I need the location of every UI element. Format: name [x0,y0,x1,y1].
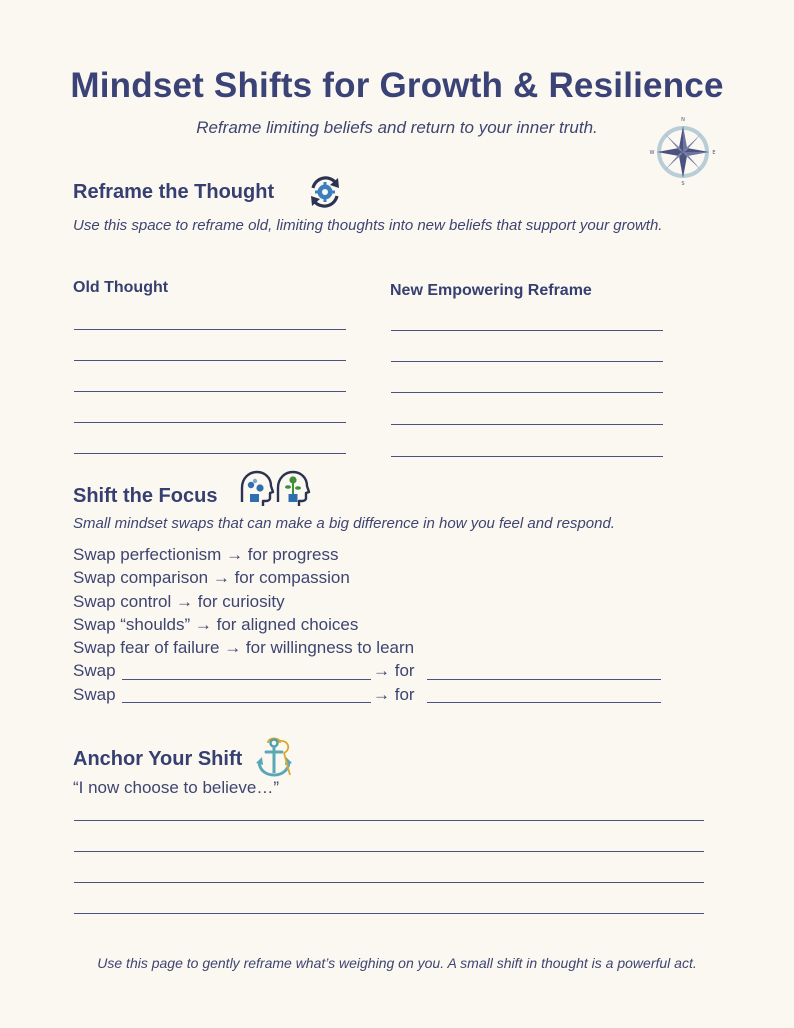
blank-swap-word-1: Swap [73,661,116,680]
swap-item-2: Swap comparison → for compassion [73,568,350,587]
swap-item-3: Swap control → for curiosity [73,592,285,611]
focus-heading: Shift the Focus [73,485,218,507]
page-title: Mindset Shifts for Growth & Resilience [70,66,724,105]
new-reframe-line-3[interactable] [391,392,663,393]
compass-icon [649,116,716,187]
swap-item-4: Swap “shoulds” → for aligned choices [73,615,359,634]
old-thought-label: Old Thought [73,279,169,296]
compass-label-s: S [681,181,685,187]
new-reframe-line-4[interactable] [391,424,663,425]
blank-swap-to-line-1[interactable] [427,679,661,680]
blank-swap-from-line-2[interactable] [122,702,371,703]
anchor-icon [254,735,296,779]
blank-for-word-1: → for [373,661,415,680]
belief-line-2[interactable] [74,851,704,852]
swap-item-1: Swap perfectionism → for progress [73,545,339,564]
new-reframe-line-2[interactable] [391,361,663,362]
compass-label-e: E [712,150,716,156]
blank-swap-from-line-1[interactable] [122,679,371,680]
new-reframe-line-5[interactable] [391,456,663,457]
new-reframe-line-1[interactable] [391,330,663,331]
anchor-heading: Anchor Your Shift [73,748,243,770]
blank-swap-to-line-2[interactable] [427,702,661,703]
old-thought-line-2[interactable] [74,360,346,361]
refresh-gear-icon [307,174,343,210]
old-thought-line-1[interactable] [74,329,346,330]
reframe-heading: Reframe the Thought [73,181,275,203]
blank-swap-word-2: Swap [73,685,116,704]
reframe-description: Use this space to reframe old, limiting thoughts into new beliefs that support your growth. [73,217,663,234]
old-thought-line-4[interactable] [74,422,346,423]
compass-label-n: N [681,117,685,123]
blank-for-word-2: → for [373,685,415,704]
belief-line-1[interactable] [74,820,704,821]
page-subtitle: Reframe limiting beliefs and return to your inner truth. [196,118,598,137]
old-thought-line-3[interactable] [74,391,346,392]
belief-line-4[interactable] [74,913,704,914]
new-reframe-label: New Empowering Reframe [390,282,592,299]
swap-item-5: Swap fear of failure → for willingness to learn [73,638,415,657]
mind-shift-heads-icon [238,470,310,508]
anchor-prompt: “I now choose to believe…” [73,778,279,797]
old-thought-line-5[interactable] [74,453,346,454]
compass-label-w: W [649,150,655,156]
focus-description: Small mindset swaps that can make a big difference in how you feel and respond. [73,515,615,532]
footer-note: Use this page to gently reframe what’s weighing on you. A small shift in thought is a powerful act. [97,955,697,971]
belief-line-3[interactable] [74,882,704,883]
